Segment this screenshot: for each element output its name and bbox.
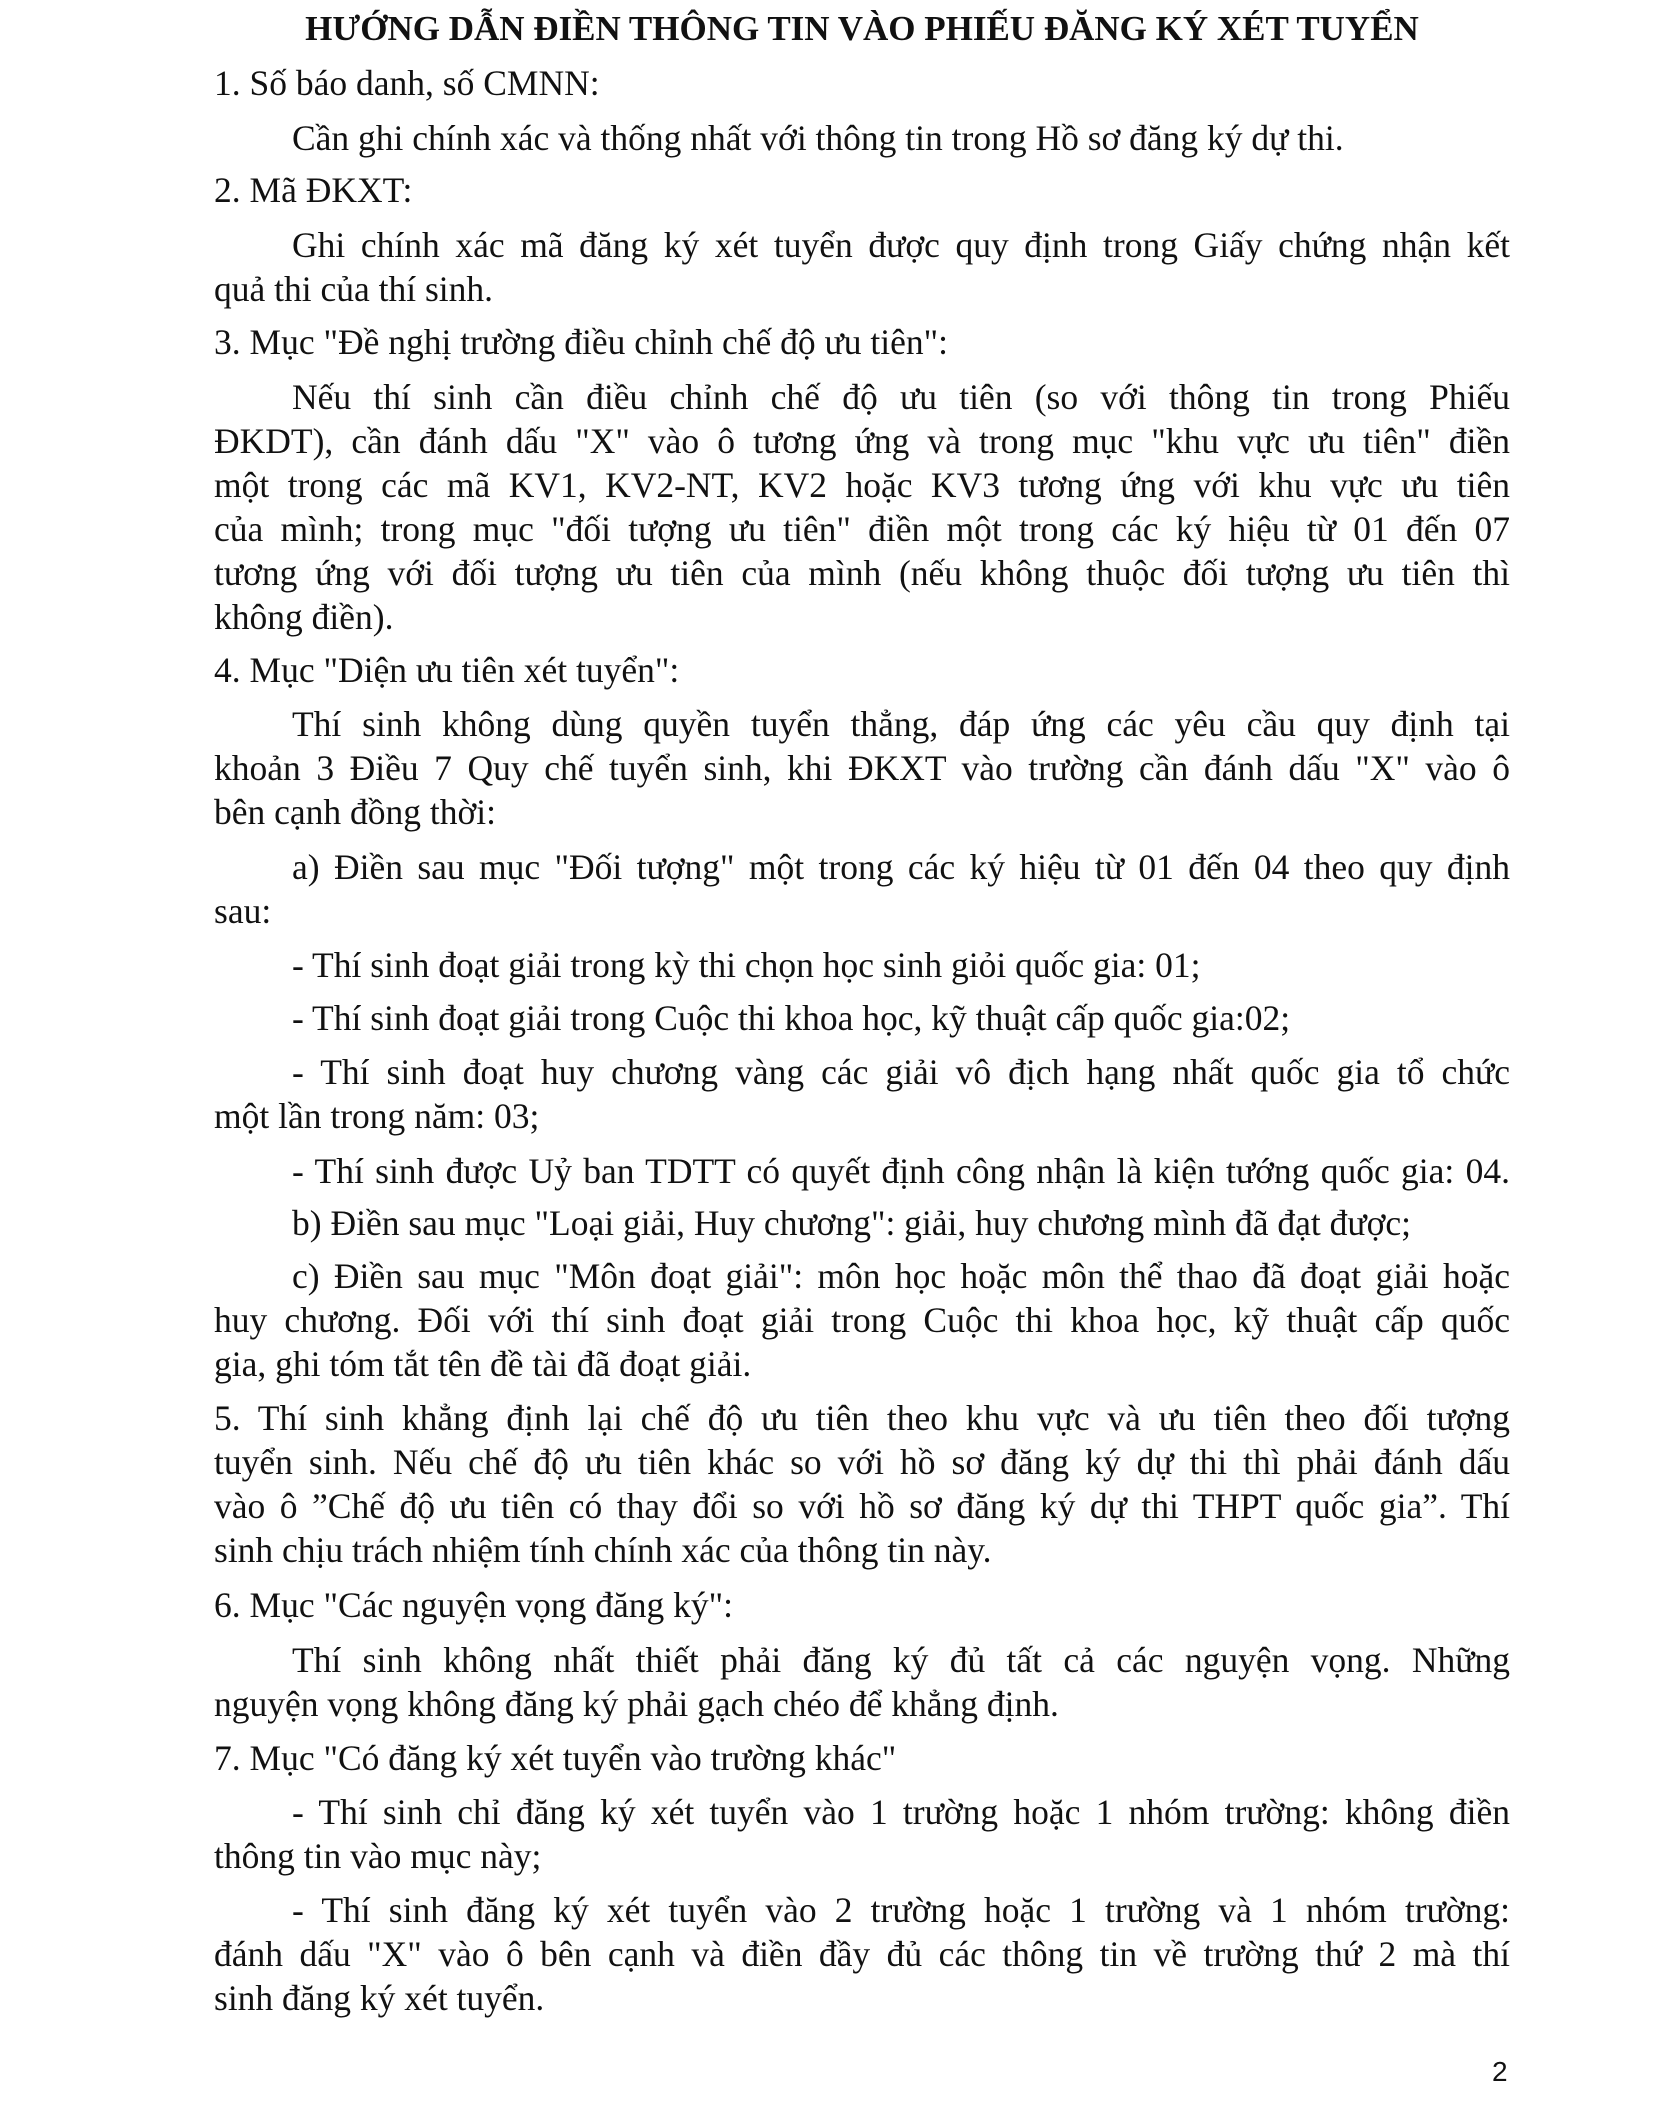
list-item-continuation: sinh đăng ký xét tuyển. xyxy=(214,1978,545,2018)
paragraph-line: tương ứng với đối tượng ưu tiên của mình (nếu không thuộc đối tượng ưu tiên thì xyxy=(214,553,1510,593)
heading-6: 6. Mục "Các nguyện vọng đăng ký": xyxy=(214,1585,733,1625)
list-item-continuation: một lần trong năm: 03; xyxy=(214,1096,540,1136)
list-item: - Thí sinh đoạt huy chương vàng các giải vô địch hạng nhất quốc gia tổ chức xyxy=(292,1052,1510,1092)
list-item-continuation: thông tin vào mục này; xyxy=(214,1836,542,1876)
heading-5: 5. Thí sinh khẳng định lại chế độ ưu tiên theo khu vực và ưu tiên theo đối tượng xyxy=(214,1398,1510,1438)
paragraph-line: Thí sinh không dùng quyền tuyển thẳng, đáp ứng các yêu cầu quy định tại xyxy=(292,704,1510,744)
paragraph-line: không điền). xyxy=(214,597,394,637)
paragraph-line: của mình; trong mục "đối tượng ưu tiên" điền một trong các ký hiệu từ 01 đến 07 xyxy=(214,509,1510,549)
heading-3: 3. Mục "Đề nghị trường điều chỉnh chế độ ưu tiên": xyxy=(214,322,948,362)
list-item: - Thí sinh được Uỷ ban TDTT có quyết định công nhận là kiện tướng quốc gia: 04. xyxy=(292,1151,1510,1191)
paragraph-line: ĐKDT), cần đánh dấu "X" vào ô tương ứng và trong mục "khu vực ưu tiên" điền xyxy=(214,421,1510,461)
heading-7: 7. Mục "Có đăng ký xét tuyển vào trường khác" xyxy=(214,1738,897,1778)
paragraph-line: quả thi của thí sinh. xyxy=(214,269,494,309)
list-item: - Thí sinh đăng ký xét tuyển vào 2 trường hoặc 1 trường và 1 nhóm trường: xyxy=(292,1890,1510,1930)
list-item-continuation: đánh dấu "X" vào ô bên cạnh và điền đầy đủ các thông tin về trường thứ 2 mà thí xyxy=(214,1934,1510,1974)
paragraph-line: sau: xyxy=(214,891,272,931)
paragraph-line: huy chương. Đối với thí sinh đoạt giải trong Cuộc thi khoa học, kỹ thuật cấp quốc xyxy=(214,1300,1510,1340)
paragraph-line: Thí sinh không nhất thiết phải đăng ký đủ tất cả các nguyện vọng. Những xyxy=(292,1640,1510,1680)
paragraph-line: một trong các mã KV1, KV2-NT, KV2 hoặc KV3 tương ứng với khu vực ưu tiên xyxy=(214,465,1510,505)
paragraph-line: Nếu thí sinh cần điều chỉnh chế độ ưu tiên (so với thông tin trong Phiếu xyxy=(292,377,1510,417)
paragraph-line: sinh chịu trách nhiệm tính chính xác của thông tin này. xyxy=(214,1530,992,1570)
document-title: HƯỚNG DẪN ĐIỀN THÔNG TIN VÀO PHIẾU ĐĂNG KÝ XÉT TUYỂN xyxy=(305,9,1419,48)
paragraph-line: nguyện vọng không đăng ký phải gạch chéo để khẳng định. xyxy=(214,1684,1059,1724)
paragraph-line: b) Điền sau mục "Loại giải, Huy chương": giải, huy chương mình đã đạt được; xyxy=(292,1203,1412,1243)
paragraph-line: gia, ghi tóm tắt tên đề tài đã đoạt giải. xyxy=(214,1344,752,1384)
document-page xyxy=(214,0,1510,2107)
heading-1: 1. Số báo danh, số CMNN: xyxy=(214,63,600,103)
list-item: - Thí sinh chỉ đăng ký xét tuyển vào 1 trường hoặc 1 nhóm trường: không điền xyxy=(292,1792,1510,1832)
page-number: 2 xyxy=(1492,2056,1508,2087)
paragraph-line: khoản 3 Điều 7 Quy chế tuyển sinh, khi ĐKXT vào trường cần đánh dấu "X" vào ô xyxy=(214,748,1510,788)
paragraph-line: Cần ghi chính xác và thống nhất với thông tin trong Hồ sơ đăng ký dự thi. xyxy=(292,118,1344,158)
heading-4: 4. Mục "Diện ưu tiên xét tuyển": xyxy=(214,650,680,690)
paragraph-line: a) Điền sau mục "Đối tượng" một trong các ký hiệu từ 01 đến 04 theo quy định xyxy=(292,847,1510,887)
paragraph-line: tuyển sinh. Nếu chế độ ưu tiên khác so với hồ sơ đăng ký dự thi thì phải đánh dấu xyxy=(214,1442,1510,1482)
heading-2: 2. Mã ĐKXT: xyxy=(214,170,413,210)
paragraph-line: c) Điền sau mục "Môn đoạt giải": môn học hoặc môn thể thao đã đoạt giải hoặc xyxy=(292,1256,1510,1296)
list-item: - Thí sinh đoạt giải trong Cuộc thi khoa học, kỹ thuật cấp quốc gia:02; xyxy=(292,998,1291,1038)
list-item: - Thí sinh đoạt giải trong kỳ thi chọn học sinh giỏi quốc gia: 01; xyxy=(292,945,1201,985)
paragraph-line: bên cạnh đồng thời: xyxy=(214,792,497,832)
paragraph-line: vào ô ”Chế độ ưu tiên có thay đổi so với hồ sơ đăng ký dự thi THPT quốc gia”. Thí xyxy=(214,1486,1510,1526)
paragraph-line: Ghi chính xác mã đăng ký xét tuyển được quy định trong Giấy chứng nhận kết xyxy=(292,225,1510,265)
